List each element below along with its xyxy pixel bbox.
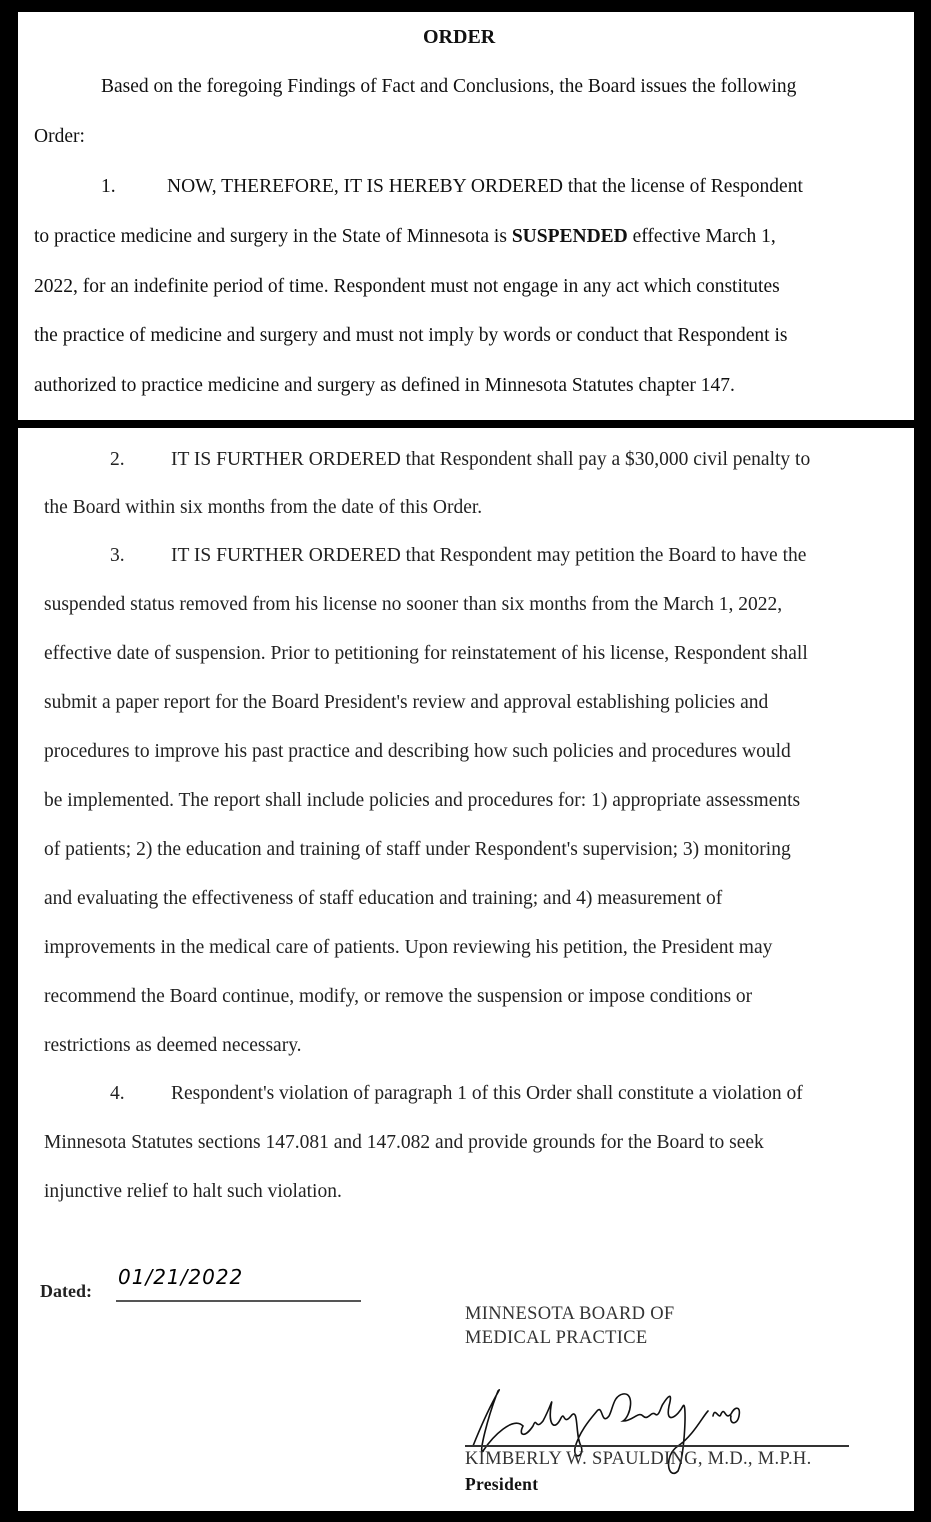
paragraph-1-line-3: 2022, for an indefinite period of time. Respondent must not engage in any act which constitutes (34, 276, 780, 297)
intro-line-1: Based on the foregoing Findings of Fact and Conclusions, the Board issues the following (101, 76, 797, 97)
paragraph-3-line-8: and evaluating the effectiveness of staff education and training; and 4) measurement of (44, 888, 723, 909)
paragraph-3-line-6: be implemented. The report shall include policies and procedures for: 1) appropriate assessments (44, 790, 801, 811)
intro-line-2: Order: (34, 126, 85, 147)
dated-value: 01/21/2022 (118, 1265, 244, 1289)
paragraph-3-line-7: of patients; 2) the education and training of staff under Respondent's supervision; 3) monitoring (44, 839, 791, 860)
signature-line (465, 1445, 849, 1447)
paragraph-3-line-11: restrictions as deemed necessary. (44, 1035, 302, 1056)
paragraph-2-line-2: the Board within six months from the date of this Order. (44, 497, 483, 518)
suspended-emphasis: SUSPENDED (511, 226, 628, 247)
paragraph-1-line-2a: to practice medicine and surgery in the State of Minnesota is (34, 226, 507, 247)
paragraph-1-line-4: the practice of medicine and surgery and must not imply by words or conduct that Respondent is (34, 325, 788, 346)
paragraph-3-number: 3. (110, 545, 125, 566)
paragraph-1-line-2b: effective March 1, (632, 226, 776, 247)
paragraph-3-line-10: recommend the Board continue, modify, or remove the suspension or impose conditions or (44, 986, 753, 1007)
signer-title: President (465, 1474, 539, 1494)
paragraph-3-line-4: submit a paper report for the Board President's review and approval establishing policies and (44, 692, 769, 713)
paragraph-1-line-1: NOW, THEREFORE, IT IS HEREBY ORDERED that the license of Respondent (167, 176, 803, 197)
paragraph-4-line-1: Respondent's violation of paragraph 1 of this Order shall constitute a violation of (171, 1083, 803, 1104)
paragraph-2-number: 2. (110, 449, 125, 470)
paragraph-1-number: 1. (101, 176, 116, 197)
board-name-line-2: MEDICAL PRACTICE (465, 1328, 648, 1348)
paragraph-2-line-1: IT IS FURTHER ORDERED that Respondent shall pay a $30,000 civil penalty to (171, 449, 811, 470)
paragraph-3-line-3: effective date of suspension. Prior to petitioning for reinstatement of his license, Respondent shall (44, 643, 808, 664)
paragraph-1-line-5: authorized to practice medicine and surgery as defined in Minnesota Statutes chapter 147. (34, 375, 735, 396)
order-panel-bottom (18, 428, 914, 1511)
order-panel-top (18, 12, 914, 420)
page-title: ORDER (423, 26, 496, 48)
paragraph-1-line-2 (34, 226, 776, 248)
paragraph-4-line-2: Minnesota Statutes sections 147.081 and 147.082 and provide grounds for the Board to seek (44, 1132, 764, 1153)
paragraph-3-line-1: IT IS FURTHER ORDERED that Respondent may petition the Board to have the (171, 545, 807, 566)
signer-name: KIMBERLY W. SPAULDING, M.D., M.P.H. (465, 1449, 812, 1469)
paragraph-3-line-9: improvements in the medical care of patients. Upon reviewing his petition, the President may (44, 937, 773, 958)
paragraph-4-number: 4. (110, 1083, 125, 1104)
board-name-line-1: MINNESOTA BOARD OF (465, 1304, 675, 1324)
paragraph-3-line-5: procedures to improve his past practice and describing how such policies and procedures would (44, 741, 791, 762)
paragraph-4-line-3: injunctive relief to halt such violation. (44, 1181, 342, 1202)
paragraph-3-line-2: suspended status removed from his license no sooner than six months from the March 1, 2022, (44, 594, 783, 615)
dated-underline (116, 1300, 361, 1302)
dated-label: Dated: (40, 1281, 92, 1301)
